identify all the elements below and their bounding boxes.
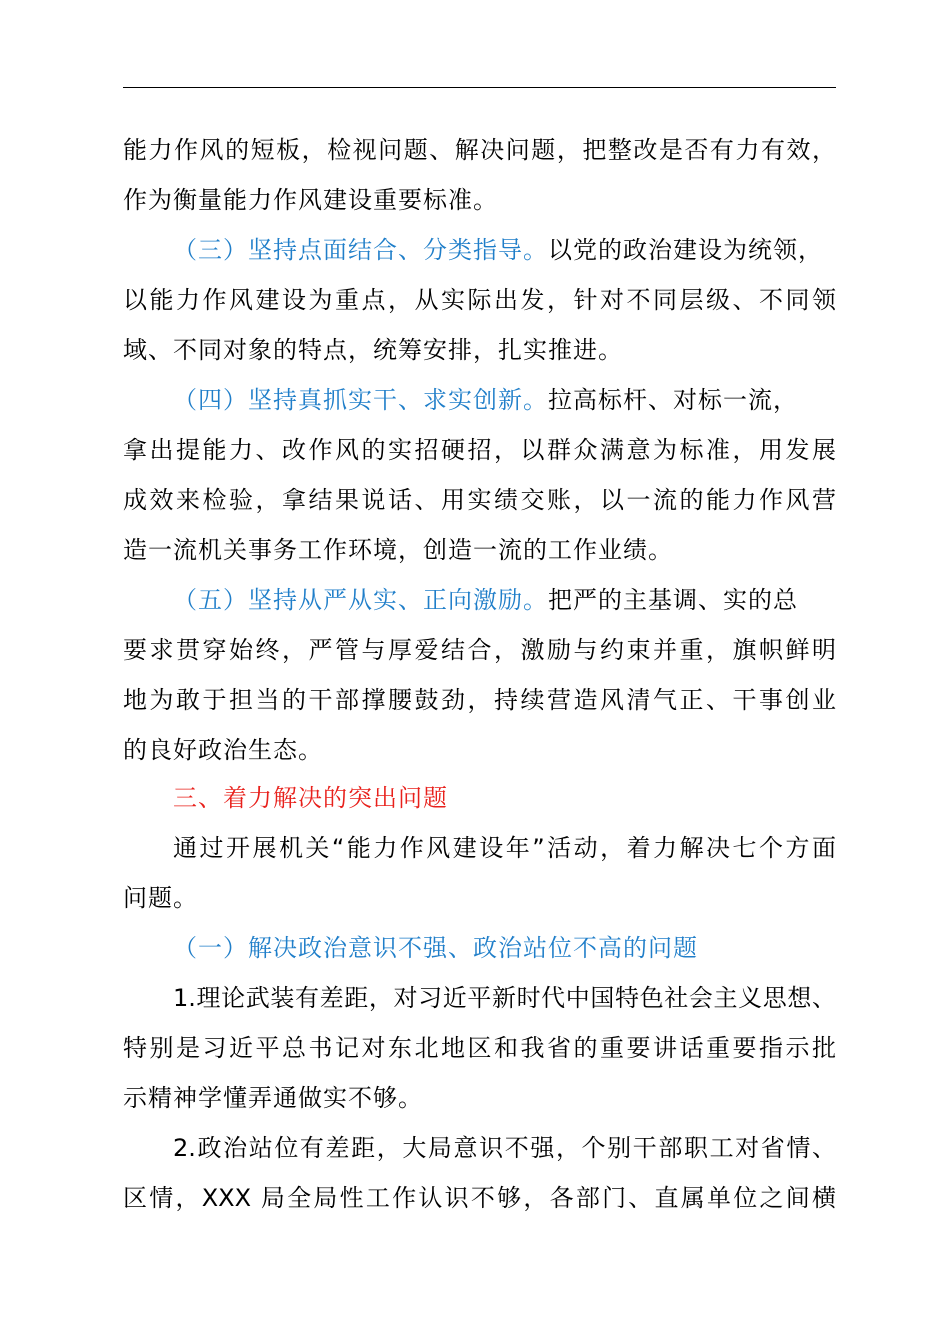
body-line: 示精神学懂弄通做实不够。 — [123, 1084, 423, 1112]
body-line: 以能力作风建设为重点，从实际出发，针对不同层级、不同领 — [123, 286, 836, 314]
body-line: 域、不同对象的特点，统筹安排，扎实推进。 — [123, 336, 623, 364]
body-line: 区情，XXX 局全局性工作认识不够，各部门、直属单位之间横 — [123, 1184, 836, 1212]
blue-heading: （四）坚持真抓实干、求实创新。 — [173, 386, 548, 414]
body-line: 作为衡量能力作风建设重要标准。 — [123, 186, 498, 214]
body-line: 造一流机关事务工作环境，创造一流的工作业绩。 — [123, 536, 673, 564]
subheading: （一）解决政治意识不强、政治站位不高的问题 — [173, 934, 698, 962]
blue-heading: （三）坚持点面结合、分类指导。 — [173, 236, 548, 264]
body-line: 能力作风的短板，检视问题、解决问题，把整改是否有力有效， — [123, 136, 836, 164]
body-line: 1.理论武装有差距，对习近平新时代中国特色社会主义思想、 — [173, 984, 836, 1012]
body-line: 要求贯穿始终，严管与厚爱结合，激励与约束并重，旗帜鲜明 — [123, 636, 836, 664]
header-rule — [123, 87, 836, 88]
body-text: 拉高标杆、对标一流， — [548, 386, 798, 414]
body-text: 以党的政治建设为统领， — [548, 236, 823, 264]
body-line — [173, 380, 798, 420]
body-line: 的良好政治生态。 — [123, 736, 323, 764]
body-line: 问题。 — [123, 884, 198, 912]
body-line: 拿出提能力、改作风的实招硬招，以群众满意为标准，用发展 — [123, 436, 836, 464]
body-text: 把严的主基调、实的总 — [548, 586, 798, 614]
body-line — [173, 230, 823, 270]
body-line: 2.政治站位有差距，大局意识不强，个别干部职工对省情、 — [173, 1134, 836, 1162]
section-heading: 三、着力解决的突出问题 — [173, 784, 448, 812]
body-line: 地为敢于担当的干部撑腰鼓劲，持续营造风清气正、干事创业 — [123, 686, 836, 714]
body-line: 通过开展机关“能力作风建设年”活动，着力解决七个方面 — [173, 834, 836, 862]
body-line: 特别是习近平总书记对东北地区和我省的重要讲话重要指示批 — [123, 1034, 836, 1062]
body-line: 成效来检验，拿结果说话、用实绩交账，以一流的能力作风营 — [123, 486, 836, 514]
blue-heading: （五）坚持从严从实、正向激励。 — [173, 586, 548, 614]
body-line — [173, 580, 798, 620]
